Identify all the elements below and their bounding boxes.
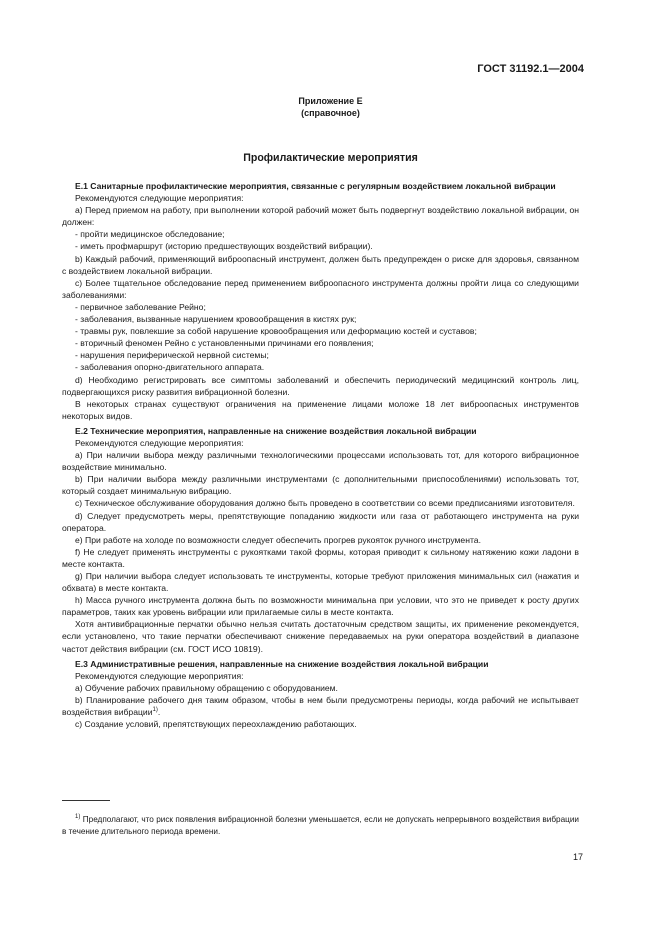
annex-label: Приложение Е — [298, 96, 363, 106]
paragraph: Хотя антивибрационные перчатки обычно нельзя считать достаточным средством защиты, их применение рекомендуется, если установлено, что такие перчатки обеспечивают снижение передаваемых на руки оператора воздействий в диапазоне частот действия вибрации (см. ГОСТ ИСО 10819). — [62, 619, 579, 654]
list-item: - первичное заболевание Рейно; — [75, 301, 206, 312]
list-item: e) При работе на холоде по возможности следует обеспечить прогрев рукояток ручного инструмента. — [75, 534, 481, 545]
list-item: h) Масса ручного инструмента должна быть по возможности минимальна при условии, что это не приведет к росту других параметров, таких как уровень вибрации или прилагаемые силы в месте контакта. — [62, 595, 579, 618]
paragraph: Рекомендуются следующие мероприятия: — [75, 670, 244, 681]
paragraph: Рекомендуются следующие мероприятия: — [75, 193, 244, 204]
list-item: - травмы рук, повлекшие за собой нарушение кровообращения или деформацию костей и суставов; — [75, 326, 477, 337]
section-heading-e2: Е.2 Технические мероприятия, направленные на снижение воздействия локальной вибрации — [75, 425, 477, 436]
list-item: b) Каждый рабочий, применяющий виброопасный инструмент, должен быть предупрежден о риске для здоровья, связанном с воздействием локальной вибрации. — [62, 253, 579, 276]
document-code: ГОСТ 31192.1—2004 — [477, 63, 584, 75]
list-item: c) Создание условий, препятствующих переохлаждению работающих. — [75, 719, 357, 730]
list-item: c) Техническое обслуживание оборудования должно быть проведено в соответствии со всеми предписаниями изготовителя. — [75, 498, 575, 509]
annex-heading — [0, 95, 661, 119]
list-item: c) Более тщательное обследование перед применением виброопасного инструмента должны пройти лица со следующими заболеваниями: — [62, 277, 579, 300]
list-item: а) Перед приемом на работу, при выполнении которой рабочий может быть подвергнут воздействию локальной вибрации, он должен: — [62, 205, 579, 228]
annex-type: (справочное) — [301, 108, 360, 118]
list-item: f) Не следует применять инструменты с рукоятками такой формы, которая приводит к сильному натяжению кожи ладони в месте контакта. — [62, 546, 579, 569]
footnote-marker: 1) — [75, 814, 81, 820]
annex-title: Профилактические мероприятия — [243, 152, 418, 164]
list-item: b) При наличии выбора между различными инструментами (с дополнительными приспособлениями) использовать тот, который создает минимальную вибрацию. — [62, 474, 579, 497]
footnote-reference: 1) — [152, 707, 158, 714]
section-heading-e1: Е.1 Санитарные профилактические мероприятия, связанные с регулярным воздействием локальной вибрации — [75, 181, 556, 191]
body-text — [62, 180, 579, 730]
footnote-text: Предполагают, что риск появления вибрационной болезни уменьшается, если не допускать непрерывного воздействия вибрации в течение длительного периода времени. — [62, 815, 579, 836]
list-item: d) Следует предусмотреть меры, препятствующие попаданию жидкости или газа от работающего инструмента на руки оператора. — [62, 510, 579, 533]
list-item: - вторичный феномен Рейно с установленными причинами его появления; — [75, 338, 374, 349]
list-item: - пройти медицинское обследование; — [75, 229, 225, 240]
list-item: - заболевания, вызванные нарушением кровообращения в кистях рук; — [75, 314, 357, 325]
list-item: а) Обучение рабочих правильному обращению с оборудованием. — [75, 682, 338, 693]
list-item: d) Необходимо регистрировать все симптомы заболеваний и обеспечить периодический медицинский контроль лиц, подвергающихся риску развития вибрационной болезни. — [62, 374, 579, 397]
list-item-text: b) Планирование рабочего дня таким образом, чтобы в нем были предусмотрены периоды, когда рабочий не испытывает воздействия вибрации — [62, 694, 579, 718]
paragraph: В некоторых странах существуют ограничения на применение лицами моложе 18 лет виброопасных инструментов некоторых видов. — [62, 398, 579, 421]
page-number: 17 — [572, 852, 583, 862]
list-item: а) При наличии выбора между различными технологическими процессами использовать тот, для которого вибрационное воздействие минимально. — [62, 450, 579, 473]
list-item: - иметь профмаршрут (историю предшествующих воздействий вибрации). — [75, 241, 373, 252]
list-item: g) При наличии выбора следует использовать те инструменты, которые требуют приложения минимальных сил (нажатия и обхвата) в месте контакта. — [62, 571, 579, 594]
list-item: - нарушения периферической нервной системы; — [75, 350, 269, 361]
paragraph: Рекомендуются следующие мероприятия: — [75, 437, 244, 448]
section-heading-e3: Е.3 Административные решения, направленные на снижение воздействия локальной вибрации — [75, 658, 489, 669]
footnote-divider — [62, 800, 110, 801]
list-item: - заболевания опорно-двигательного аппарата. — [75, 362, 265, 373]
list-item: b) Планирование рабочего дня таким образом, чтобы в нем были предусмотрены периоды, когда рабочий не испытывает воздействия вибрации$^{1)}$. — [62, 694, 579, 718]
footnote — [62, 814, 579, 838]
